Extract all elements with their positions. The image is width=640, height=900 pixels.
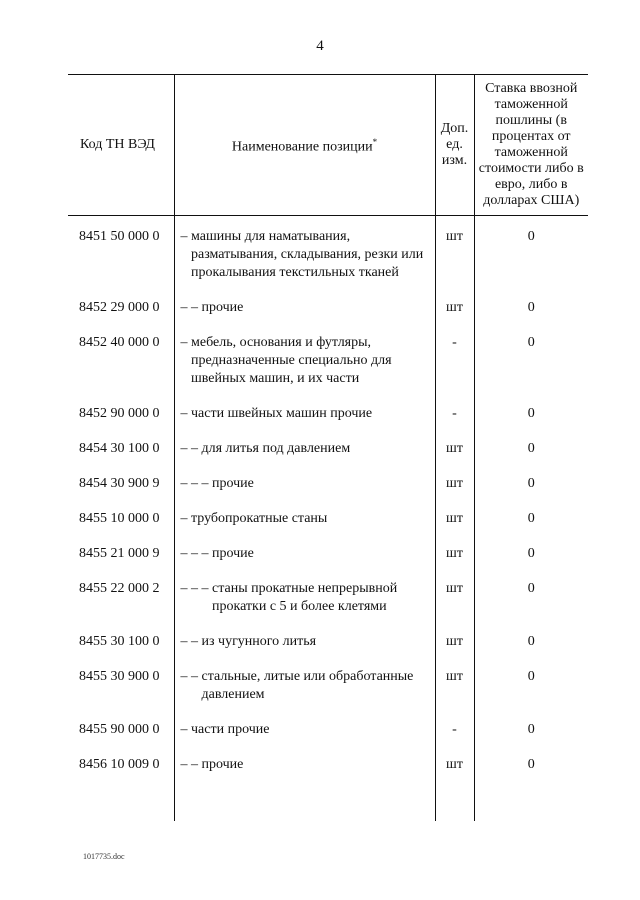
cell-name-text: части швейных машин прочие: [191, 406, 373, 421]
cell-code: 8452 29 000 0: [79, 300, 160, 315]
cell-unit: шт: [435, 545, 474, 580]
cell-name: [174, 299, 435, 334]
cell-code: 8455 22 000 2: [79, 581, 160, 596]
cell-code: 8455 30 900 0: [79, 669, 160, 684]
cell-unit: -: [435, 721, 474, 756]
cell-unit: шт: [435, 475, 474, 510]
cell-unit: шт: [435, 668, 474, 721]
cell-unit: шт: [435, 510, 474, 545]
cell-code: 8456 10 009 0: [79, 757, 160, 772]
cell-name-wrap: [175, 756, 435, 774]
header-name-mark: *: [372, 137, 378, 148]
cell-name: [174, 580, 435, 633]
cell-name-wrap: [175, 580, 435, 616]
table-row: [68, 440, 588, 475]
cell-rate: 0: [474, 580, 588, 633]
cell-name-dashes: –: [180, 406, 191, 421]
cell-rate: 0: [474, 756, 588, 791]
cell-rate: 0: [474, 545, 588, 580]
cell-name-text: прочие: [212, 476, 254, 491]
cell-rate: 0: [474, 405, 588, 440]
cell-name-dashes: – – –: [180, 476, 212, 491]
table-spacer: [68, 216, 588, 229]
header-name-text: Наименование позиции: [231, 139, 373, 155]
cell-name: [174, 440, 435, 475]
table-row: [68, 721, 588, 756]
cell-name-dashes: – –: [180, 669, 202, 684]
cell-name-dashes: – –: [180, 634, 202, 649]
cell-name-wrap: [175, 668, 435, 704]
cell-name: [174, 228, 435, 299]
header-unit: Доп. ед. изм.: [435, 75, 474, 216]
table-body: [68, 216, 588, 822]
cell-name-wrap: [175, 334, 435, 388]
cell-rate: 0: [474, 334, 588, 405]
table-row: [68, 580, 588, 633]
table-row: [68, 545, 588, 580]
cell-name-dashes: –: [180, 722, 191, 737]
cell-name-dashes: – –: [180, 300, 202, 315]
cell-name-wrap: [175, 633, 435, 651]
table-row: [68, 510, 588, 545]
cell-name: [174, 668, 435, 721]
header-code: Код ТН ВЭД: [68, 75, 174, 216]
cell-name-wrap: [175, 510, 435, 528]
cell-unit: шт: [435, 299, 474, 334]
cell-unit: -: [435, 334, 474, 405]
header-name: [174, 75, 435, 216]
table-row: [68, 405, 588, 440]
cell-name-dashes: – – –: [180, 581, 212, 596]
cell-name-wrap: [175, 721, 435, 739]
cell-code: 8452 40 000 0: [79, 335, 160, 350]
cell-rate: 0: [474, 475, 588, 510]
cell-name-text: для литья под давлением: [201, 441, 351, 456]
cell-name-wrap: [175, 440, 435, 458]
cell-name-text: прочие: [201, 757, 244, 772]
table-row: [68, 756, 588, 791]
cell-rate: 0: [474, 721, 588, 756]
cell-code: 8452 90 000 0: [79, 406, 160, 421]
cell-rate: 0: [474, 510, 588, 545]
cell-name-wrap: [175, 475, 435, 493]
cell-name: [174, 475, 435, 510]
cell-code: 8455 30 100 0: [79, 634, 160, 649]
cell-rate: 0: [474, 440, 588, 475]
cell-rate: 0: [474, 668, 588, 721]
cell-name: [174, 510, 435, 545]
cell-unit: шт: [435, 228, 474, 299]
cell-name: [174, 721, 435, 756]
table-row: [68, 633, 588, 668]
cell-name-wrap: [175, 228, 435, 282]
cell-code: 8454 30 100 0: [79, 441, 160, 456]
header-rate: Ставка ввозной таможенной пошлины (в процентах от таможенной стоимости либо в евро, либо в долларах США): [474, 75, 588, 216]
cell-name: [174, 633, 435, 668]
tariff-table: [68, 74, 588, 821]
cell-rate: 0: [474, 299, 588, 334]
cell-name-text: стальные, литые или обработанные давлением: [201, 669, 414, 702]
cell-name-dashes: –: [180, 335, 191, 350]
cell-name-dashes: – – –: [180, 546, 212, 561]
document-id: 1017735.doc: [83, 852, 125, 861]
cell-code: 8451 50 000 0: [79, 229, 160, 244]
page-number: 4: [316, 38, 324, 54]
cell-name-text: из чугунного литья: [201, 634, 317, 649]
cell-name: [174, 334, 435, 405]
table-end-spacer: [68, 791, 588, 821]
cell-unit: шт: [435, 580, 474, 633]
cell-name-wrap: [175, 405, 435, 423]
cell-name-dashes: –: [180, 229, 191, 244]
table-row: [68, 334, 588, 405]
cell-name-text: мебель, основания и футляры, предназначенные специально для швейных машин, и их части: [191, 335, 392, 386]
cell-name-text: прочие: [201, 300, 244, 315]
cell-code: 8455 90 000 0: [79, 722, 160, 737]
cell-name: [174, 545, 435, 580]
cell-name-dashes: – –: [180, 757, 202, 772]
cell-name-text: прочие: [212, 546, 254, 561]
table-row: [68, 668, 588, 721]
cell-rate: 0: [474, 228, 588, 299]
cell-name-dashes: – –: [180, 441, 202, 456]
cell-name-wrap: [175, 299, 435, 317]
cell-name-text: части прочие: [191, 722, 270, 737]
cell-rate: 0: [474, 633, 588, 668]
cell-code: 8454 30 900 9: [79, 476, 160, 491]
cell-unit: шт: [435, 633, 474, 668]
cell-code: 8455 10 000 0: [79, 511, 160, 526]
cell-name: [174, 405, 435, 440]
cell-name-text: трубопрокатные станы: [191, 511, 328, 526]
cell-name-text: станы прокатные непрерывной прокатки с 5 и более клетями: [212, 581, 398, 614]
table-header: [68, 75, 588, 216]
cell-code: 8455 21 000 9: [79, 546, 160, 561]
table-row: [68, 475, 588, 510]
cell-name-wrap: [175, 545, 435, 563]
table-row: [68, 299, 588, 334]
cell-name-dashes: –: [180, 511, 191, 526]
cell-unit: -: [435, 405, 474, 440]
table-row: [68, 228, 588, 299]
cell-name-text: машины для наматывания, разматывания, складывания, резки или прокалывания текстильных тканей: [191, 229, 424, 280]
cell-name: [174, 756, 435, 791]
cell-unit: шт: [435, 440, 474, 475]
cell-unit: шт: [435, 756, 474, 791]
